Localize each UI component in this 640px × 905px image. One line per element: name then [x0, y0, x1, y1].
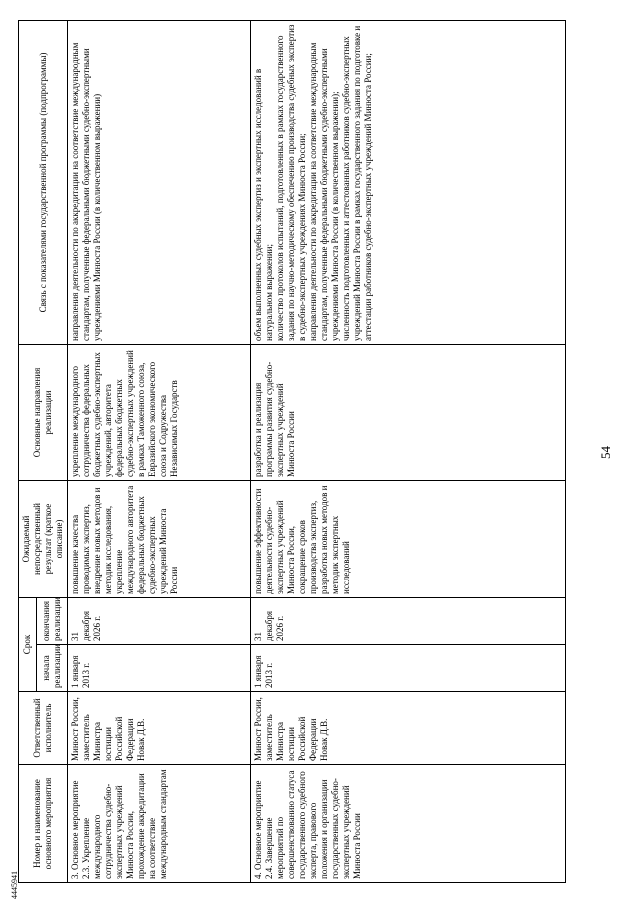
- row-number: 4.: [253, 872, 263, 879]
- row-result: повышение качества проводимых экспертиз, внедрение новых методов и методик исследования, укрепление международного авторитета федеральных бюджетных судебно-экспертных учреждений Минюста России: [68, 480, 251, 597]
- row-name: Основное мероприятие 2.4. Завершение мероприятий по совершенствованию статуса государственного судебного эксперта, правового положения и организации государственных судебно-экспертных учреждений Минюста России: [253, 770, 362, 879]
- measures-table: [18, 20, 566, 883]
- header-result: Ожидаемый непосредственный результат (краткое описание): [19, 480, 68, 597]
- row-name: Основное мероприятие 2.3. Укрепление международного сотрудничества судебно-экспертных учреждений Минюста России, прохождение аккредитации на соответствие международным стандартам: [70, 769, 168, 879]
- row-responsible: Минюст России, заместитель Министра юстиции Российской Федерации Новак Д.В.: [251, 692, 566, 765]
- header-term: Срок: [19, 597, 37, 691]
- row-directions: укрепление международного сотрудничества федеральных бюджетных судебно-экспертных учреждений, авторитета федеральных бюджетных судебно-экспертных учреждений в рамках Таможенного союза, Евразийского экономического союза и Содружества Независимых Государств: [68, 344, 251, 480]
- header-end: окончания реализации: [37, 597, 68, 644]
- row-responsible: Минюст России, заместитель Министра юстиции Российской Федерации Новак Д.В.: [68, 692, 251, 765]
- row-start: 1 января 2013 г.: [68, 645, 251, 692]
- row-result: повышение эффективности деятельности судебно-экспертных учреждений Минюста России, сокращение сроков производства экспертиз, разработка новых методов и методик экспертных исследований: [251, 480, 566, 597]
- row-directions: разработка и реализация программы развития судебно-экспертных учреждений Минюста России: [251, 344, 566, 480]
- header-row: [19, 20, 37, 882]
- table-row: [251, 20, 566, 882]
- document-id: 4445941: [10, 871, 19, 899]
- row-indicators: объем выполненных судебных экспертиз и экспертных исследований в натуральном выражении; количество протоколов испытаний, подготовленных в рамках государственного задания по научно-методическому обеспечению производства судебных экспертиз в судебно-экспертных учреждениях Минюста России; направления деятельности по аккредитации на соответствие международным стандартам, полученные федеральными бюджетными судебно-экспертными учреждениями Минюста России (в количественном выражении); численность подготовленных и аттестованных работников судебно-экспертных учреждений Минюста России в рамках государственного задания по подготовке и аттестации работников судебно-экспертных учреждений Минюста России;: [251, 20, 566, 344]
- row-indicators: направления деятельности по аккредитации на соответствие международным стандартам, полученные федеральными бюджетными судебно-экспертными учреждениями Минюста России (в количественном выражении): [68, 20, 251, 344]
- row-start: 1 января 2013 г.: [251, 645, 566, 692]
- row-name-cell: [68, 765, 251, 883]
- header-name: Номер и наименование основного мероприятия: [19, 765, 68, 883]
- header-start: начала реализации: [37, 645, 68, 692]
- row-name-cell: [251, 765, 566, 883]
- row-number: 3.: [70, 872, 80, 879]
- row-end: 31 декабря 2026 г.: [68, 597, 251, 644]
- table-row: [68, 20, 251, 882]
- row-end: 31 декабря 2026 г.: [251, 597, 566, 644]
- header-directions: Основные направления реализации: [19, 344, 68, 480]
- page-number: 54: [598, 446, 613, 459]
- header-indicators: Связь с показателями государственной программы (подпрограммы): [19, 20, 68, 344]
- header-responsible: Ответственный исполнитель: [19, 692, 68, 765]
